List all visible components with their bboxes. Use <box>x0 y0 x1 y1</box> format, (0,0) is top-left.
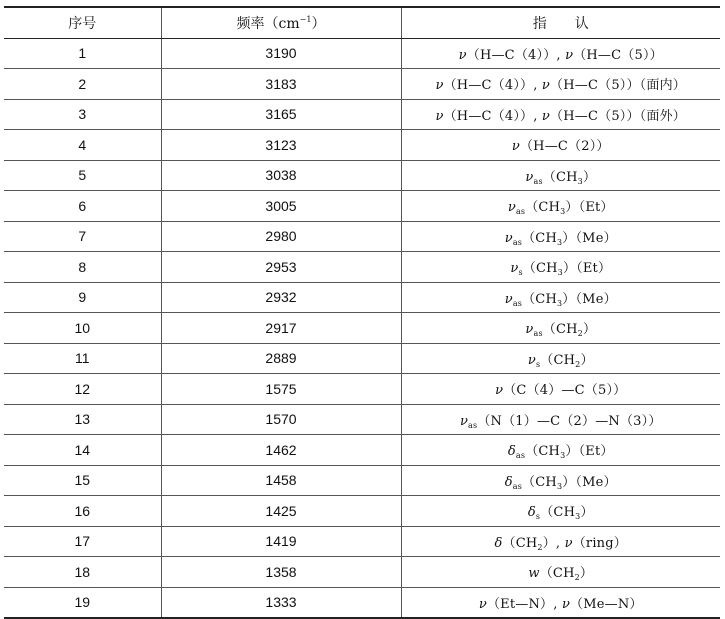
table-row <box>4 130 720 161</box>
row-frequency: 1358 <box>161 557 401 588</box>
row-frequency: 1458 <box>161 465 401 496</box>
row-index: 1 <box>4 38 161 69</box>
assignment-text: （CH <box>540 505 576 521</box>
assignment-text: （CH <box>522 261 558 277</box>
row-assignment <box>401 374 720 405</box>
subscript: 3 <box>557 268 563 278</box>
row-frequency: 3123 <box>161 130 401 161</box>
row-frequency: 3038 <box>161 160 401 191</box>
subscript: as <box>468 420 478 430</box>
assignment-text: （CH <box>522 230 557 246</box>
row-frequency: 1575 <box>161 374 401 405</box>
mode-symbol: ν <box>541 108 551 124</box>
table-row <box>4 465 720 496</box>
mode-symbol: ν <box>495 383 504 399</box>
table-body <box>4 38 720 618</box>
row-index: 12 <box>4 374 161 405</box>
table-row <box>4 69 720 100</box>
row-assignment <box>401 130 720 161</box>
assignment-text: （CH <box>539 566 575 582</box>
row-index: 5 <box>4 160 161 191</box>
mode-symbol: ν <box>525 322 534 338</box>
table-row <box>4 252 720 283</box>
mode-symbol: ν <box>525 169 534 185</box>
subscript: 3 <box>556 481 563 491</box>
mode-symbol: ν <box>507 200 516 216</box>
subscript: 3 <box>560 451 566 461</box>
assignment-text: （ring） <box>572 535 627 551</box>
subscript: 2 <box>574 573 580 583</box>
table-row <box>4 374 720 405</box>
table-row <box>4 282 720 313</box>
row-assignment <box>401 465 720 496</box>
row-index: 18 <box>4 557 161 588</box>
assignment-text: ） <box>582 169 597 185</box>
assignment-text: ）（Et） <box>562 261 612 277</box>
header-frequency <box>161 7 401 38</box>
mode-symbol: ν <box>561 596 571 612</box>
mode-symbol: ν <box>458 47 467 63</box>
assignment-text: ）（Me） <box>562 230 617 246</box>
subscript: as <box>515 207 526 217</box>
assignment-text: （Me—N） <box>570 596 643 612</box>
row-frequency: 3183 <box>161 69 401 100</box>
assignment-text: （H—C（5））（面外） <box>550 108 686 124</box>
mode-symbol: w <box>528 566 540 582</box>
row-assignment <box>401 435 720 466</box>
subscript: 3 <box>560 207 566 217</box>
assignment-text: （H—C（5）） <box>573 47 663 63</box>
subscript: 2 <box>537 542 543 552</box>
row-frequency: 1333 <box>161 587 401 618</box>
mode-symbol: δ <box>527 505 536 521</box>
row-index: 7 <box>4 221 161 252</box>
table-row <box>4 557 720 588</box>
assignment-text: （Et—N）, <box>486 596 562 612</box>
subscript: s <box>518 268 523 278</box>
subscript: as <box>512 298 523 308</box>
row-assignment <box>401 526 720 557</box>
header-assignment: 指 认 <box>401 7 720 38</box>
row-index: 16 <box>4 496 161 527</box>
row-index: 17 <box>4 526 161 557</box>
table-row <box>4 435 720 466</box>
header-frequency-close: ） <box>311 15 326 32</box>
row-index: 3 <box>4 99 161 130</box>
mode-symbol: ν <box>527 352 536 368</box>
row-assignment <box>401 38 720 69</box>
subscript: 2 <box>577 329 583 339</box>
assignment-text: ） <box>580 505 594 521</box>
row-assignment <box>401 404 720 435</box>
table-row <box>4 343 720 374</box>
assignment-text: （CH <box>502 535 538 551</box>
row-frequency: 1462 <box>161 435 401 466</box>
row-assignment <box>401 496 720 527</box>
assignment-text: （CH <box>522 474 557 490</box>
header-index: 序号 <box>4 7 161 38</box>
row-assignment <box>401 282 720 313</box>
row-index: 8 <box>4 252 161 283</box>
assignment-text: （CH <box>540 352 576 368</box>
row-frequency: 1570 <box>161 404 401 435</box>
row-frequency: 2953 <box>161 252 401 283</box>
subscript: s <box>535 359 541 369</box>
mode-symbol: ν <box>565 47 574 63</box>
subscript: 3 <box>575 512 581 522</box>
row-assignment <box>401 160 720 191</box>
vibrational-assignment-table-container <box>4 6 720 619</box>
row-index: 13 <box>4 404 161 435</box>
row-assignment <box>401 99 720 130</box>
assignment-text: ） <box>582 322 597 338</box>
table-row <box>4 496 720 527</box>
row-index: 4 <box>4 130 161 161</box>
table-row <box>4 526 720 557</box>
assignment-text: （CH <box>525 444 561 460</box>
row-assignment <box>401 191 720 222</box>
table-row <box>4 313 720 344</box>
mode-symbol: ν <box>510 261 519 277</box>
row-frequency: 3165 <box>161 99 401 130</box>
assignment-text: ）（Et） <box>565 444 614 460</box>
row-frequency: 2932 <box>161 282 401 313</box>
row-assignment <box>401 313 720 344</box>
row-index: 11 <box>4 343 161 374</box>
assignment-text: ）（Me） <box>562 291 617 307</box>
subscript: 3 <box>556 237 563 247</box>
assignment-text: ） <box>580 352 594 368</box>
table-row <box>4 221 720 252</box>
mode-symbol: δ <box>494 535 503 551</box>
table-row <box>4 99 720 130</box>
mode-symbol: ν <box>504 291 513 307</box>
row-index: 6 <box>4 191 161 222</box>
row-index: 2 <box>4 69 161 100</box>
assignment-text: （CH <box>522 291 557 307</box>
mode-symbol: ν <box>504 230 513 246</box>
mode-symbol: ν <box>459 413 469 429</box>
assignment-text: （C（4）—C（5）） <box>503 383 627 399</box>
row-index: 15 <box>4 465 161 496</box>
assignment-text: ）（Et） <box>565 200 614 216</box>
row-index: 14 <box>4 435 161 466</box>
assignment-text: ） <box>579 566 594 582</box>
row-assignment <box>401 343 720 374</box>
row-assignment <box>401 587 720 618</box>
mode-symbol: ν <box>541 78 551 94</box>
assignment-text: （H—C（4））, <box>443 108 542 124</box>
table-row <box>4 587 720 618</box>
table-row <box>4 160 720 191</box>
header-frequency-label: 频率（cm <box>236 15 300 32</box>
assignment-text: （H—C（4））, <box>443 78 542 94</box>
subscript: 3 <box>556 298 563 308</box>
header-frequency-exponent: −1 <box>299 14 312 24</box>
subscript: as <box>512 481 523 491</box>
mode-symbol: δ <box>507 444 516 460</box>
assignment-text: （H—C（5））（面内） <box>550 78 686 94</box>
row-assignment <box>401 557 720 588</box>
vibrational-assignment-table <box>4 6 720 619</box>
mode-symbol: ν <box>478 596 487 612</box>
row-frequency: 1425 <box>161 496 401 527</box>
assignment-text: （H—C（4））, <box>466 47 566 63</box>
row-frequency: 1419 <box>161 526 401 557</box>
row-assignment <box>401 252 720 283</box>
assignment-text: （H—C（2）） <box>519 139 610 155</box>
row-frequency: 2917 <box>161 313 401 344</box>
table-row <box>4 191 720 222</box>
row-frequency: 2889 <box>161 343 401 374</box>
mode-symbol: ν <box>435 78 444 94</box>
assignment-text: ）（Me） <box>562 474 617 490</box>
row-index: 9 <box>4 282 161 313</box>
assignment-text: ）, <box>542 535 565 551</box>
header-row <box>4 7 720 38</box>
subscript: as <box>515 451 526 461</box>
row-assignment <box>401 69 720 100</box>
subscript: 3 <box>577 176 583 186</box>
table-row <box>4 404 720 435</box>
row-frequency: 3005 <box>161 191 401 222</box>
row-index: 10 <box>4 313 161 344</box>
assignment-text: （CH <box>542 322 578 338</box>
subscript: as <box>512 237 523 247</box>
mode-symbol: ν <box>511 139 520 155</box>
mode-symbol: ν <box>435 108 444 124</box>
table-row <box>4 38 720 69</box>
row-index: 19 <box>4 587 161 618</box>
subscript: as <box>533 176 543 186</box>
assignment-text: （CH <box>542 169 578 185</box>
subscript: as <box>533 329 543 339</box>
subscript: 2 <box>575 359 581 369</box>
assignment-text: （CH <box>525 200 561 216</box>
row-frequency: 2980 <box>161 221 401 252</box>
subscript: s <box>535 512 541 522</box>
mode-symbol: δ <box>504 474 513 490</box>
row-assignment <box>401 221 720 252</box>
mode-symbol: ν <box>564 535 573 551</box>
row-frequency: 3190 <box>161 38 401 69</box>
assignment-text: （N（1）—C（2）—N（3）） <box>477 413 662 429</box>
